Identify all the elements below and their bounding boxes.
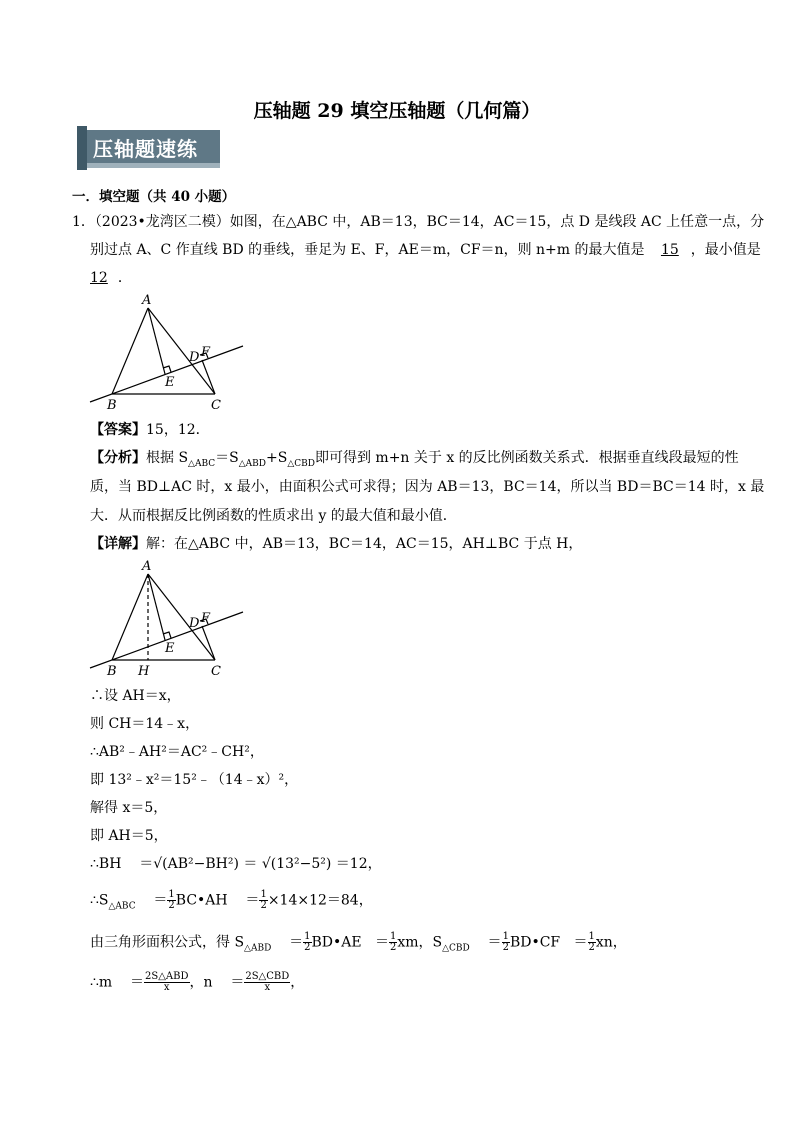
label-e: E xyxy=(165,641,175,656)
analysis-line-1: 【分析】根据 $S_{\triangle ABC}=S_{\triangle ABD}+S_{\triangle CBD}$即可得到 m+n 关于 x 的反比例函数关系式．根据垂直线段最短的性 xyxy=(90,450,739,469)
question-line-3: 12 ． xyxy=(90,270,132,286)
detail-line-1: 【详解】解：在△ABC 中，AB＝13，BC＝14，AC＝15，AH⊥BC 于点 H， xyxy=(90,536,583,552)
label-b: B xyxy=(107,398,117,413)
section-banner xyxy=(77,126,220,170)
analysis-line-3: 大．从而根据反比例函数的性质求出 y 的最大值和最小值． xyxy=(90,508,457,524)
step-3: ∴AB²﹣AH²＝AC²﹣CH²， xyxy=(90,744,264,760)
label-c: C xyxy=(211,398,221,413)
label-h: H xyxy=(138,664,150,679)
step-5: 解得 x＝5， xyxy=(90,800,168,816)
banner-text: 压轴题速练 xyxy=(93,137,198,161)
segment-cf xyxy=(202,626,215,660)
label-f: F xyxy=(201,611,211,626)
answer-blank-max: 15 xyxy=(660,242,679,258)
label-f: F xyxy=(201,345,211,360)
step-7: ∴BH ＝√(AB²−BH²) ＝ √(13²−5²) ＝12， xyxy=(90,856,382,872)
step-4: 即 13²﹣x²＝15²﹣（14﹣x）²， xyxy=(90,772,299,788)
geometry-figure-2 xyxy=(85,556,255,681)
label-c: C xyxy=(211,664,221,679)
segment-ab xyxy=(112,308,148,394)
step-10: ∴m ＝ $\frac{\text{2S△ABD}}{x}$ ，n ＝ $\frac{\text{2S△CBD}}{x}$ ， xyxy=(90,971,305,993)
label-a: A xyxy=(142,293,152,308)
segment-ae xyxy=(148,574,165,640)
segment-ae xyxy=(148,308,165,374)
geometry-figure-1 xyxy=(85,290,255,415)
step-8: $\therefore S_{\triangle ABC}$ ＝ $\frac{1}{2}$ BC•AH ＝ $\frac{1}{2}$ ×14×12＝84， xyxy=(90,889,373,912)
label-a: A xyxy=(142,559,152,574)
answer-blank-min: 12 xyxy=(90,270,108,286)
segment-cf xyxy=(202,360,215,394)
label-d: D xyxy=(189,350,200,365)
step-6: 即 AH＝5， xyxy=(90,828,168,844)
label-d: D xyxy=(189,616,200,631)
answer-line: 【答案】15，12． xyxy=(90,422,210,438)
question-line-2: 别过点 A、C 作直线 BD 的垂线，垂足为 E、F，AE＝m，CF＝n，则 n+m 的最大值是 15 ，最小值是 xyxy=(90,242,761,258)
step-2: 则 CH＝14﹣x， xyxy=(90,716,200,732)
page-title: 压轴题 29 填空压轴题（几何篇） xyxy=(253,100,541,122)
label-e: E xyxy=(165,375,175,390)
section-heading: 一．填空题（共 40 小题） xyxy=(72,189,236,205)
question-line-1: 1．（2023•龙湾区二模）如图，在△ABC 中，AB＝13，BC＝14，AC＝15，点 D 是线段 AC 上任意一点，分 xyxy=(72,214,765,230)
analysis-line-2: 质，当 BD⊥AC 时，x 最小，由面积公式可求得；因为 AB＝13，BC＝14，所以当 BD＝BC＝14 时，x 最 xyxy=(90,479,765,495)
step-9: 由三角形面积公式，得 $S_{\triangle ABD}$ ＝ $\frac{1}{2}$ BD•AE ＝ $\frac{1}{2}$ xm，$S_{\triangle CBD}$ ＝ $\frac{1}{2}$ BD•CF ＝ $\frac{1}{2}$ xn， xyxy=(90,931,627,954)
step-1: ∴设 AH＝x， xyxy=(90,688,181,704)
segment-ab xyxy=(112,574,148,660)
question-number: 1． xyxy=(72,214,95,230)
label-b: B xyxy=(107,664,117,679)
